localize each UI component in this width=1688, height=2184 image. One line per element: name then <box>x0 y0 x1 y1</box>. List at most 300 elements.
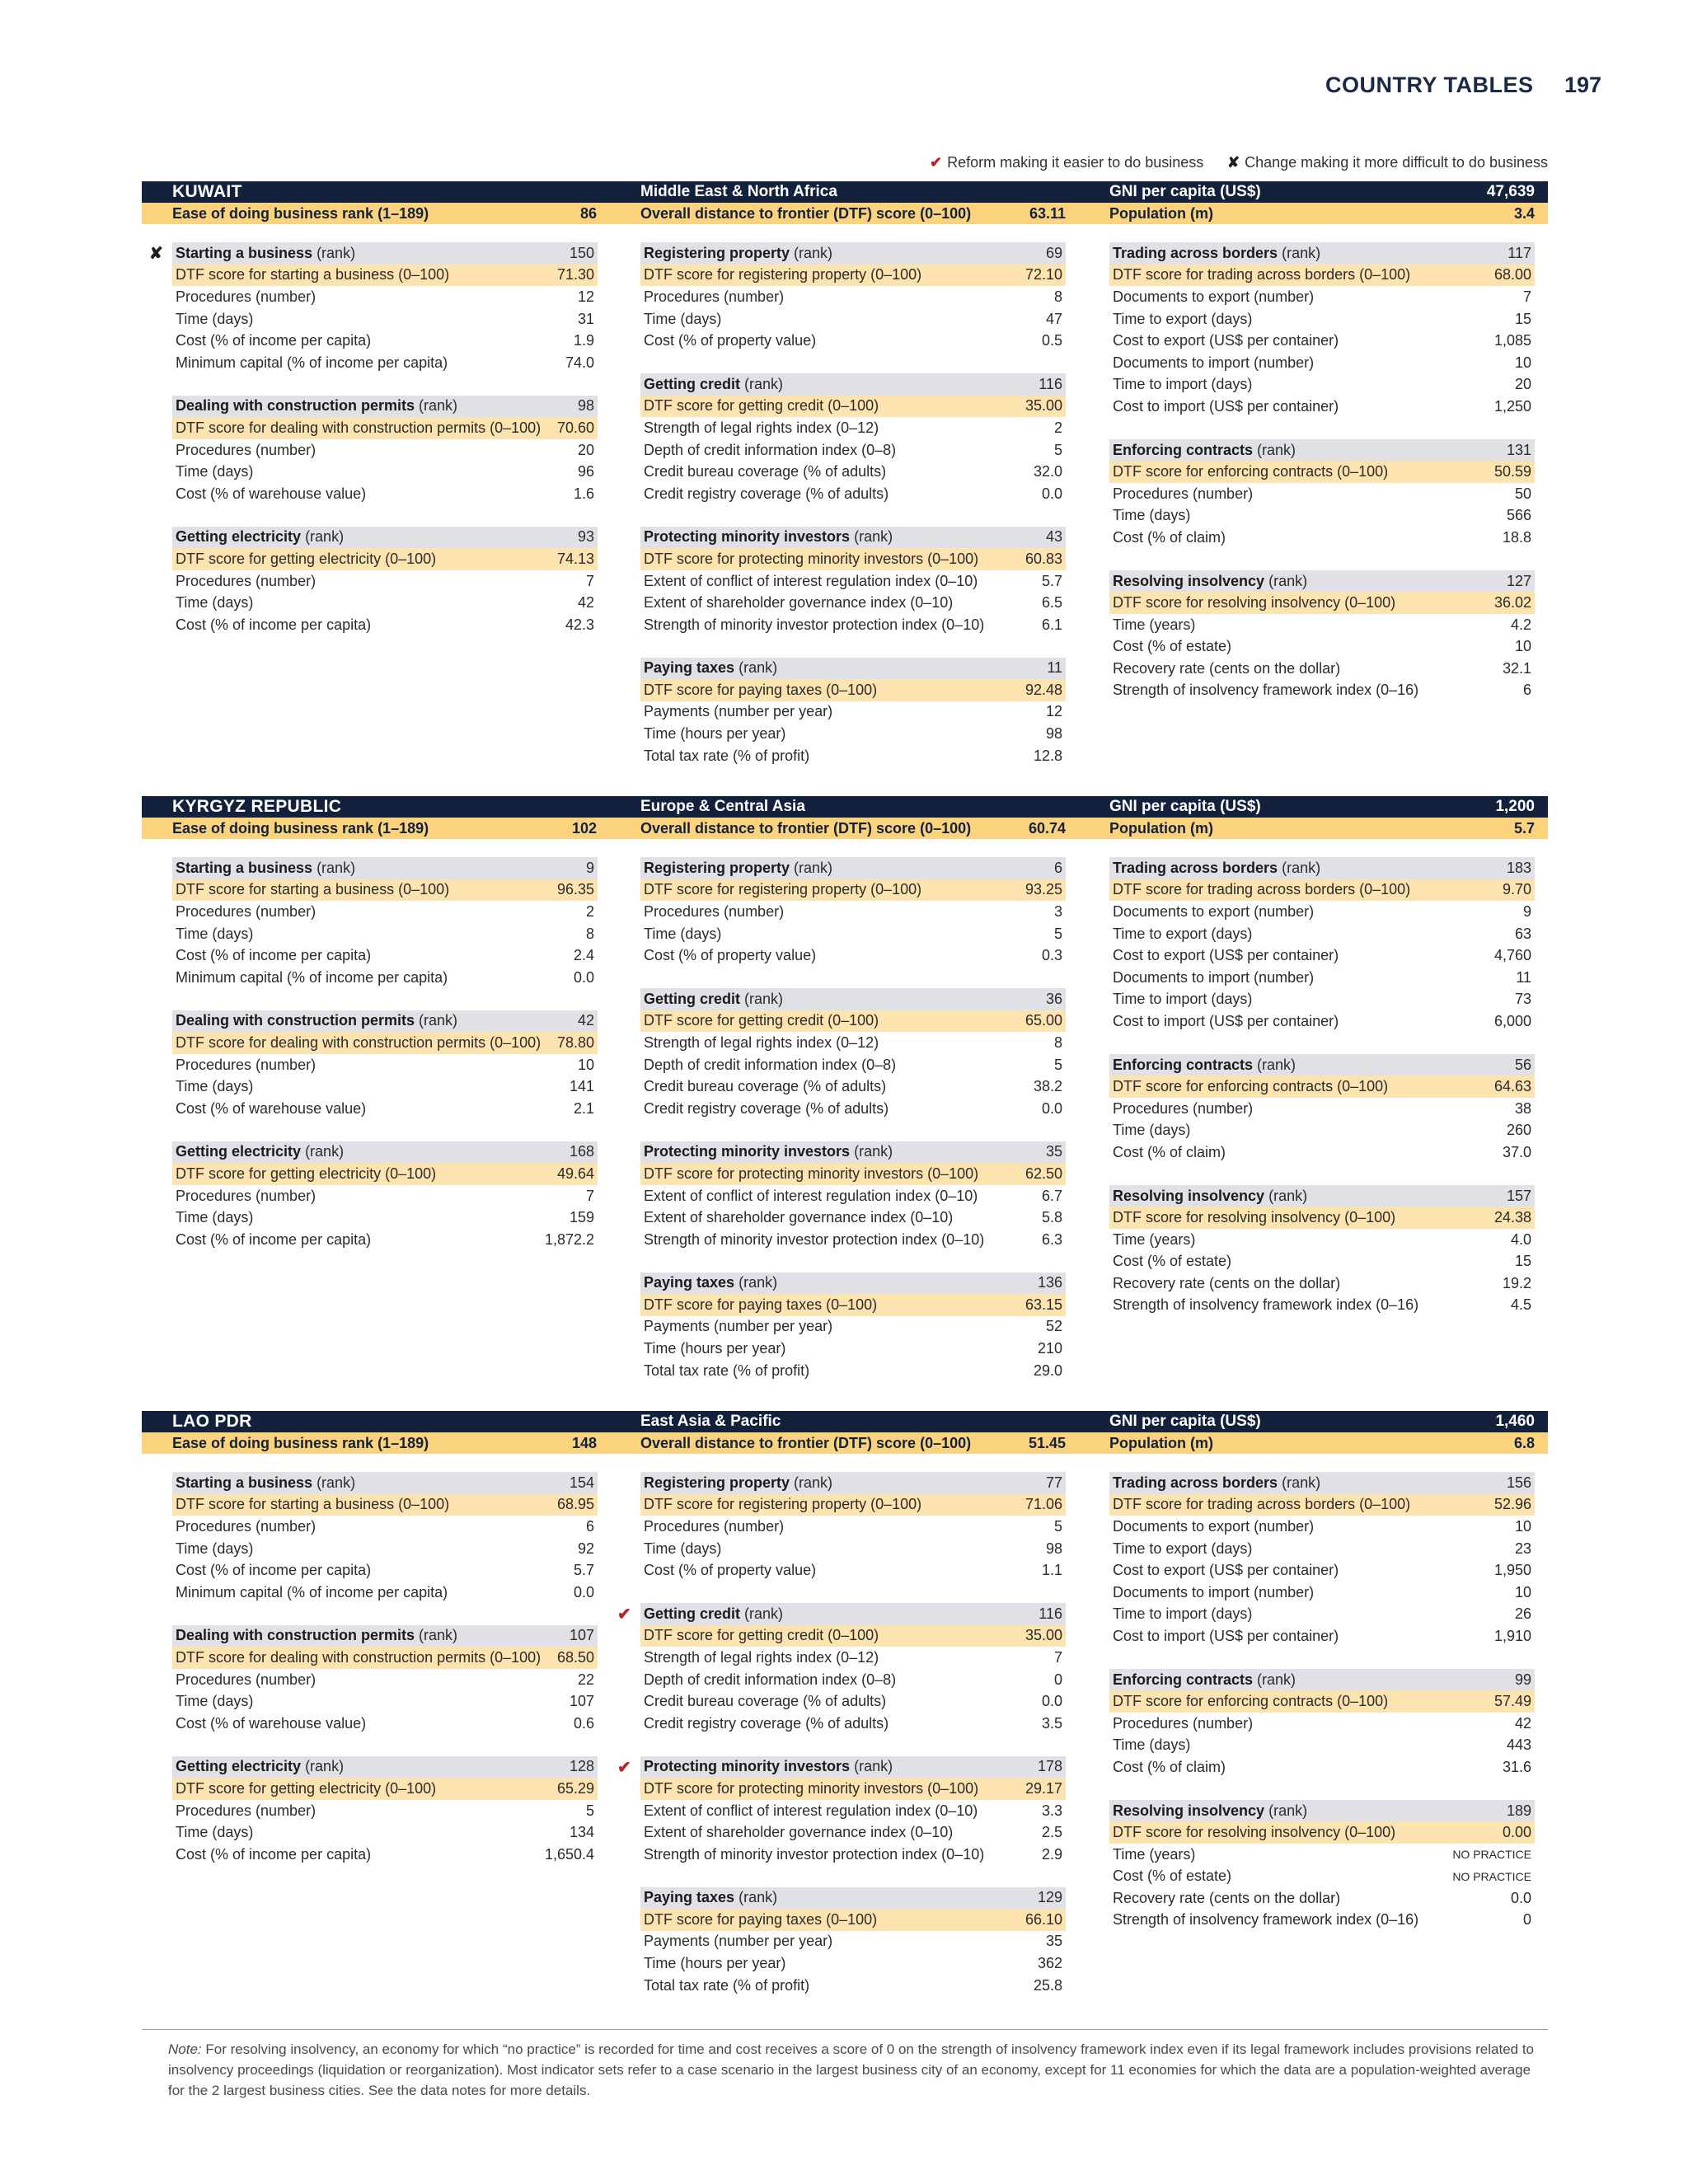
indicator-title: Trading across borders <box>1113 244 1278 261</box>
dtf-label: DTF score for trading across borders (0–100) <box>1113 1496 1411 1513</box>
indicator-label: Time to import (days) <box>1113 1605 1253 1623</box>
indicator-row <box>1109 352 1535 374</box>
dtf-row <box>1109 461 1535 483</box>
indicator-label: Cost (% of property value) <box>644 332 817 349</box>
indicator-label: Payments (number per year) <box>644 1318 833 1335</box>
indicator-rank: 183 <box>1506 859 1531 876</box>
indicator-section <box>172 527 598 636</box>
indicator-row <box>640 1316 1066 1338</box>
indicator-header <box>640 1887 1066 1910</box>
rank-suffix: (rank) <box>738 1274 778 1291</box>
indicator-title: Dealing with construction permits <box>176 397 415 415</box>
indicator-label: Time (hours per year) <box>644 725 786 743</box>
dtf-row <box>172 1494 598 1516</box>
note-text: For resolving insolvency, an economy for which “no practice” is recorded for time and cost receives a score of 0 on the strength of insolvency framework index even if its legal framework includes provisions related to insolvency proceedings (liquidation or reorganization). Most indicator sets refer to a case scenario in the largest business city of an economy, except for 11 economies for which the data are a population-weighted average for the 2 largest business cities. See the data notes for more details. <box>168 2041 1535 2098</box>
indicator-row <box>1109 1141 1535 1164</box>
dtf-row <box>1109 1494 1535 1516</box>
indicator-header <box>1109 1800 1535 1822</box>
legend-change <box>1227 154 1548 171</box>
indicator-label: Procedures (number) <box>644 902 785 920</box>
indicator-header <box>172 1756 598 1779</box>
indicator-value: 96 <box>577 463 594 480</box>
dtf-label: DTF score for getting credit (0–100) <box>644 1627 879 1644</box>
dtf-label: DTF score for starting a business (0–100) <box>176 266 450 284</box>
indicator-label: Extent of conflict of interest regulation index (0–10) <box>644 572 978 589</box>
indicator-label: Cost (% of estate) <box>1113 1253 1232 1270</box>
indicator-value: 10 <box>1514 1583 1531 1601</box>
dtf-label: DTF score for paying taxes (0–100) <box>644 1910 878 1928</box>
dtf-label: DTF score for getting credit (0–100) <box>644 397 879 415</box>
dtf-row <box>640 1294 1066 1316</box>
indicator-title: Starting a business <box>176 1474 313 1491</box>
indicator-value: 5.7 <box>1041 572 1062 589</box>
rank-suffix: (rank) <box>794 244 833 261</box>
country-header-bar <box>142 181 1548 203</box>
indicator-rank: 36 <box>1045 990 1062 1007</box>
indicator-label: Time (days) <box>176 1209 254 1226</box>
dtf-row <box>1109 1207 1535 1229</box>
indicator-label: Depth of credit information index (0–8) <box>644 1671 897 1688</box>
indicator-title: Resolving insolvency <box>1113 572 1265 589</box>
indicator-label: Cost (% of warehouse value) <box>176 485 367 502</box>
dtf-label: DTF score for paying taxes (0–100) <box>644 681 878 698</box>
indicator-row <box>1109 1229 1535 1251</box>
indicator-value: 12 <box>1045 703 1062 720</box>
indicator-label: Time (days) <box>644 925 722 942</box>
indicator-row <box>640 1800 1066 1822</box>
indicator-value: 42 <box>577 594 594 612</box>
indicator-row <box>1109 1582 1535 1604</box>
indicator-label: Minimum capital (% of income per capita) <box>176 1583 448 1601</box>
overall-dtf-value: 63.11 <box>1029 204 1066 222</box>
footer-note <box>168 2039 1548 2101</box>
indicator-rank: 127 <box>1506 572 1531 589</box>
dtf-row <box>172 1163 598 1185</box>
dtf-label: DTF score for getting credit (0–100) <box>644 1012 879 1029</box>
indicator-value: 6.5 <box>1041 594 1062 612</box>
indicator-row <box>172 901 598 923</box>
indicator-row <box>1109 1538 1535 1560</box>
dtf-row <box>640 396 1066 418</box>
indicator-label: Strength of legal rights index (0–12) <box>644 1648 879 1666</box>
indicator-value: 0.0 <box>573 968 594 986</box>
ease-rank: 102 <box>571 819 597 837</box>
indicator-section <box>172 396 598 505</box>
indicator-row <box>1109 396 1535 418</box>
indicator-row <box>640 1338 1066 1360</box>
rank-suffix: (rank) <box>1282 859 1321 876</box>
rank-suffix: (rank) <box>1268 572 1308 589</box>
indicator-label: Total tax rate (% of profit) <box>644 1361 810 1379</box>
indicator-title: Getting electricity <box>176 528 302 546</box>
indicator-value: 1.6 <box>573 485 594 502</box>
indicator-value: 5.8 <box>1041 1209 1062 1226</box>
indicator-label: Extent of shareholder governance index (0–10) <box>644 1209 954 1226</box>
dtf-label: DTF score for protecting minority investors (0–100) <box>644 550 979 567</box>
rank-suffix: (rank) <box>1268 1802 1308 1819</box>
overall-dtf-label: Overall distance to frontier (DTF) score (0–100) <box>640 819 972 837</box>
indicator-label: Cost to export (US$ per container) <box>1113 1562 1339 1579</box>
indicator-title: Trading across borders <box>1113 1474 1278 1491</box>
indicator-row <box>172 352 598 374</box>
dtf-label: DTF score for getting electricity (0–100) <box>176 550 437 567</box>
check-icon: ✔ <box>617 1605 631 1624</box>
indicator-label: Documents to export (number) <box>1113 902 1315 920</box>
population-value: 6.8 <box>1513 1434 1535 1451</box>
rank-suffix: (rank) <box>316 859 356 876</box>
indicator-row <box>640 1516 1066 1538</box>
indicator-label: Recovery rate (cents on the dollar) <box>1113 1274 1341 1291</box>
indicator-value: 0.6 <box>573 1714 594 1732</box>
indicator-value: 11 <box>1516 968 1531 986</box>
indicator-value: 5 <box>1053 441 1062 458</box>
dtf-value: 68.00 <box>1493 266 1531 284</box>
indicator-label: Strength of minority investor protection index (0–10) <box>644 616 985 633</box>
indicator-rank: 128 <box>569 1758 594 1775</box>
dtf-value: 0.00 <box>1502 1824 1531 1841</box>
indicator-value: NO PRACTICE <box>1452 1848 1531 1862</box>
indicator-label: Procedures (number) <box>176 572 316 589</box>
indicator-label: Recovery rate (cents on the dollar) <box>1113 659 1341 677</box>
indicator-label: Procedures (number) <box>176 1671 316 1688</box>
dtf-row <box>640 1494 1066 1516</box>
indicator-row <box>172 461 598 483</box>
indicator-row <box>1109 483 1535 505</box>
indicator-row <box>640 461 1066 483</box>
indicator-row <box>1109 1625 1535 1647</box>
population-value: 3.4 <box>1513 204 1535 222</box>
dtf-value: 9.70 <box>1502 881 1531 898</box>
indicator-value: 7 <box>1522 288 1531 305</box>
rank-suffix: (rank) <box>744 375 784 392</box>
indicator-row <box>1109 658 1535 680</box>
indicator-title: Enforcing contracts <box>1113 1671 1254 1688</box>
indicator-value: 210 <box>1037 1340 1062 1357</box>
indicator-row <box>1109 1295 1535 1317</box>
indicator-value: 5 <box>585 1802 594 1819</box>
indicator-label: Cost (% of claim) <box>1113 1758 1226 1775</box>
indicator-header <box>1109 857 1535 879</box>
indicator-title: Trading across borders <box>1113 859 1278 876</box>
indicator-title: Resolving insolvency <box>1113 1802 1265 1819</box>
dtf-value: 71.06 <box>1025 1496 1062 1513</box>
indicator-rank: 42 <box>577 1012 594 1029</box>
indicator-value: 8 <box>585 925 594 942</box>
indicator-columns <box>142 857 1548 1403</box>
indicator-column <box>1079 1472 1548 2018</box>
dtf-label: DTF score for resolving insolvency (0–100) <box>1113 1824 1396 1841</box>
indicator-row <box>1109 1251 1535 1273</box>
indicator-label: Cost to import (US$ per container) <box>1113 1627 1339 1644</box>
indicator-label: Strength of legal rights index (0–12) <box>644 1033 879 1051</box>
indicator-label: Time (days) <box>1113 1736 1191 1754</box>
indicator-rank: 129 <box>1037 1889 1062 1906</box>
indicator-column <box>610 242 1079 788</box>
indicator-header <box>640 373 1066 396</box>
indicator-label: Time (days) <box>176 310 254 327</box>
dtf-label: DTF score for starting a business (0–100) <box>176 881 450 898</box>
indicator-section <box>1109 1472 1535 1647</box>
cross-icon: ✘ <box>149 245 163 263</box>
indicator-row <box>172 286 598 308</box>
indicator-label: Time (hours per year) <box>644 1340 786 1357</box>
indicator-title: Paying taxes <box>644 1889 735 1906</box>
dtf-label: DTF score for registering property (0–100) <box>644 1496 922 1513</box>
indicator-header <box>172 1141 598 1164</box>
indicator-row <box>1109 1516 1535 1538</box>
indicator-value: 3.5 <box>1041 1714 1062 1732</box>
rank-suffix: (rank) <box>305 1758 345 1775</box>
indicator-value: 0 <box>1053 1671 1062 1688</box>
rank-suffix: (rank) <box>1257 1056 1296 1073</box>
indicator-header <box>172 1625 598 1647</box>
indicator-value: 4.5 <box>1510 1296 1531 1314</box>
indicator-value: NO PRACTICE <box>1452 1869 1531 1883</box>
indicator-row <box>172 1844 598 1866</box>
indicator-section <box>640 373 1066 505</box>
indicator-column <box>610 1472 1079 2018</box>
indicator-rank: 168 <box>569 1143 594 1160</box>
indicator-row <box>172 592 598 614</box>
indicator-rank: 136 <box>1037 1274 1062 1291</box>
indicator-label: Time (days) <box>176 1540 254 1557</box>
dtf-value: 66.10 <box>1025 1910 1062 1928</box>
rank-suffix: (rank) <box>1282 244 1321 261</box>
indicator-row <box>1109 1604 1535 1626</box>
dtf-value: 57.49 <box>1493 1693 1531 1710</box>
indicator-row <box>1109 505 1535 527</box>
indicator-header <box>640 658 1066 680</box>
indicator-title: Starting a business <box>176 859 313 876</box>
indicator-rank: 156 <box>1506 1474 1531 1491</box>
indicator-value: 0.0 <box>1510 1889 1531 1906</box>
dtf-label: DTF score for enforcing contracts (0–100) <box>1113 1078 1389 1095</box>
indicator-value: 10 <box>1514 1517 1531 1535</box>
indicator-value: 32.0 <box>1033 463 1062 480</box>
indicator-header <box>640 1472 1066 1494</box>
indicator-value: 1,910 <box>1493 1627 1531 1644</box>
rank-suffix: (rank) <box>1257 1671 1296 1688</box>
indicator-label: Time to import (days) <box>1113 376 1253 393</box>
indicator-row <box>640 308 1066 330</box>
indicator-value: 10 <box>1514 354 1531 371</box>
dtf-label: DTF score for trading across borders (0–100) <box>1113 266 1411 284</box>
indicator-value: 0.0 <box>1041 485 1062 502</box>
dtf-row <box>1109 265 1535 287</box>
indicator-value: 2.1 <box>573 1099 594 1117</box>
indicator-row <box>1109 989 1535 1011</box>
dtf-value: 68.50 <box>556 1648 594 1666</box>
dtf-label: DTF score for enforcing contracts (0–100) <box>1113 463 1389 480</box>
dtf-value: 64.63 <box>1493 1078 1531 1095</box>
indicator-value: 4.0 <box>1510 1230 1531 1248</box>
rank-suffix: (rank) <box>744 1605 784 1622</box>
indicator-row <box>640 1559 1066 1582</box>
indicator-value: 2.4 <box>573 947 594 964</box>
indicator-row <box>1109 1098 1535 1120</box>
ease-rank: 86 <box>579 204 597 222</box>
rank-suffix: (rank) <box>738 1889 778 1906</box>
indicator-value: 8 <box>1053 1033 1062 1051</box>
indicator-row <box>172 1185 598 1207</box>
dtf-value: 74.13 <box>556 550 594 567</box>
indicator-row <box>1109 1910 1535 1932</box>
indicator-value: 3 <box>1053 902 1062 920</box>
indicator-label: Strength of insolvency framework index (0–16) <box>1113 1296 1419 1314</box>
indicator-value: 1.9 <box>573 332 594 349</box>
indicator-value: 0 <box>1522 1911 1531 1929</box>
indicator-row <box>640 1032 1066 1054</box>
dtf-value: 65.29 <box>556 1779 594 1797</box>
dtf-label: DTF score for getting electricity (0–100) <box>176 1779 437 1797</box>
dtf-row <box>172 417 598 439</box>
indicator-row <box>1109 286 1535 308</box>
indicator-value: 362 <box>1037 1955 1062 1972</box>
dtf-value: 35.00 <box>1025 397 1062 415</box>
rank-suffix: (rank) <box>305 528 345 546</box>
indicator-label: Time (days) <box>644 310 722 327</box>
indicator-row <box>640 614 1066 636</box>
indicator-rank: 9 <box>585 859 594 876</box>
indicator-value: 5 <box>1053 925 1062 942</box>
indicator-value: 6,000 <box>1493 1012 1531 1029</box>
indicator-value: 10 <box>577 1056 594 1073</box>
country-name: KYRGYZ REPUBLIC <box>172 797 342 816</box>
indicator-value: 38 <box>1514 1099 1531 1117</box>
indicator-rank: 150 <box>569 244 594 261</box>
dtf-row <box>640 548 1066 570</box>
indicator-section <box>640 857 1066 967</box>
indicator-section <box>1109 570 1535 702</box>
indicator-row <box>172 1713 598 1735</box>
indicator-label: Strength of minority investor protection index (0–10) <box>644 1230 985 1248</box>
indicator-value: 4.2 <box>1510 616 1531 633</box>
indicator-row <box>172 1538 598 1560</box>
indicator-header <box>172 527 598 549</box>
indicator-value: 42.3 <box>565 616 594 633</box>
indicator-label: Cost (% of warehouse value) <box>176 1714 367 1732</box>
indicator-label: Time (days) <box>1113 1122 1191 1139</box>
dtf-label: DTF score for dealing with construction permits (0–100) <box>176 419 542 436</box>
indicator-row <box>640 1538 1066 1560</box>
indicator-value: 1,085 <box>1493 332 1531 349</box>
indicator-row <box>640 723 1066 745</box>
indicator-section <box>172 1010 598 1120</box>
dtf-row <box>172 265 598 287</box>
dtf-value: 63.15 <box>1025 1296 1062 1313</box>
ease-label: Ease of doing business rank (1–189) <box>172 1434 429 1451</box>
rank-suffix: (rank) <box>794 859 833 876</box>
indicator-header <box>1109 570 1535 593</box>
indicator-header <box>1109 1054 1535 1076</box>
indicator-row <box>172 1559 598 1582</box>
indicator-row <box>640 1975 1066 1997</box>
country-summary-bar <box>142 818 1548 839</box>
indicator-rank: 99 <box>1514 1671 1531 1688</box>
note-label: Note: <box>168 2041 202 2057</box>
indicator-label: Cost (% of estate) <box>1113 1868 1232 1885</box>
indicator-label: Procedures (number) <box>176 1056 316 1073</box>
indicator-header <box>640 1756 1066 1779</box>
region-name: East Asia & Pacific <box>640 1413 781 1430</box>
indicator-row <box>640 1844 1066 1866</box>
indicator-section <box>640 527 1066 636</box>
indicator-label: Time to export (days) <box>1113 1540 1253 1557</box>
indicator-section <box>172 1756 598 1866</box>
indicator-value: 23 <box>1514 1540 1531 1557</box>
indicator-row <box>640 745 1066 767</box>
indicator-row <box>1109 1756 1535 1779</box>
indicator-value: 32.1 <box>1502 659 1531 677</box>
indicator-title: Getting credit <box>644 990 741 1007</box>
indicator-row <box>1109 1735 1535 1757</box>
legend-reform-label: Reform making it easier to do business <box>947 154 1204 171</box>
indicator-value: 2 <box>585 902 594 920</box>
indicator-header <box>1109 242 1535 265</box>
indicator-label: Time (years) <box>1113 616 1196 633</box>
rank-suffix: (rank) <box>419 1627 458 1644</box>
check-icon: ✔ <box>930 154 943 171</box>
gni-value: 1,460 <box>1495 1413 1535 1430</box>
indicator-value: 260 <box>1506 1122 1531 1139</box>
indicator-row <box>640 1690 1066 1713</box>
rank-suffix: (rank) <box>744 990 784 1007</box>
country-summary-bar <box>142 203 1548 224</box>
indicator-value: 134 <box>569 1824 594 1841</box>
country-name: KUWAIT <box>172 182 242 201</box>
legend-reform <box>930 154 1203 171</box>
indicator-value: 5 <box>1053 1056 1062 1073</box>
indicator-row <box>1109 923 1535 945</box>
rank-suffix: (rank) <box>1257 441 1296 458</box>
dtf-row <box>172 1647 598 1669</box>
dtf-value: 60.83 <box>1025 550 1062 567</box>
indicator-value: 37.0 <box>1502 1143 1531 1160</box>
indicator-row <box>640 1713 1066 1735</box>
population-value: 5.7 <box>1513 819 1535 837</box>
indicator-value: 0.5 <box>1041 332 1062 349</box>
indicator-value: 19.2 <box>1502 1274 1531 1291</box>
dtf-label: DTF score for dealing with construction permits (0–100) <box>176 1648 542 1666</box>
indicator-value: 159 <box>569 1209 594 1226</box>
dtf-row <box>640 1625 1066 1647</box>
dtf-row <box>640 679 1066 701</box>
indicator-value: 26 <box>1514 1605 1531 1623</box>
indicator-section <box>1109 1185 1535 1317</box>
indicator-value: 2 <box>1053 419 1062 436</box>
dtf-label: DTF score for resolving insolvency (0–100) <box>1113 1209 1396 1226</box>
dtf-row <box>1109 1076 1535 1098</box>
indicator-rank: 6 <box>1053 859 1062 876</box>
indicator-value: 0.3 <box>1041 947 1062 964</box>
indicator-label: Time (hours per year) <box>644 1955 786 1972</box>
dtf-row <box>172 1032 598 1054</box>
legend <box>930 154 1548 171</box>
indicator-row <box>640 286 1066 308</box>
gni-label: GNI per capita (US$) <box>1109 183 1261 200</box>
indicator-header <box>172 857 598 879</box>
country-header-bar <box>142 1411 1548 1432</box>
indicator-value: 7 <box>585 1187 594 1204</box>
indicator-row <box>172 1054 598 1076</box>
ease-label: Ease of doing business rank (1–189) <box>172 819 429 837</box>
indicator-rank: 11 <box>1047 659 1062 677</box>
indicator-value: 1,650.4 <box>544 1845 594 1863</box>
indicator-rank: 93 <box>577 528 594 546</box>
gni-label: GNI per capita (US$) <box>1109 798 1261 815</box>
rank-suffix: (rank) <box>854 528 893 546</box>
indicator-value: 73 <box>1514 991 1531 1008</box>
